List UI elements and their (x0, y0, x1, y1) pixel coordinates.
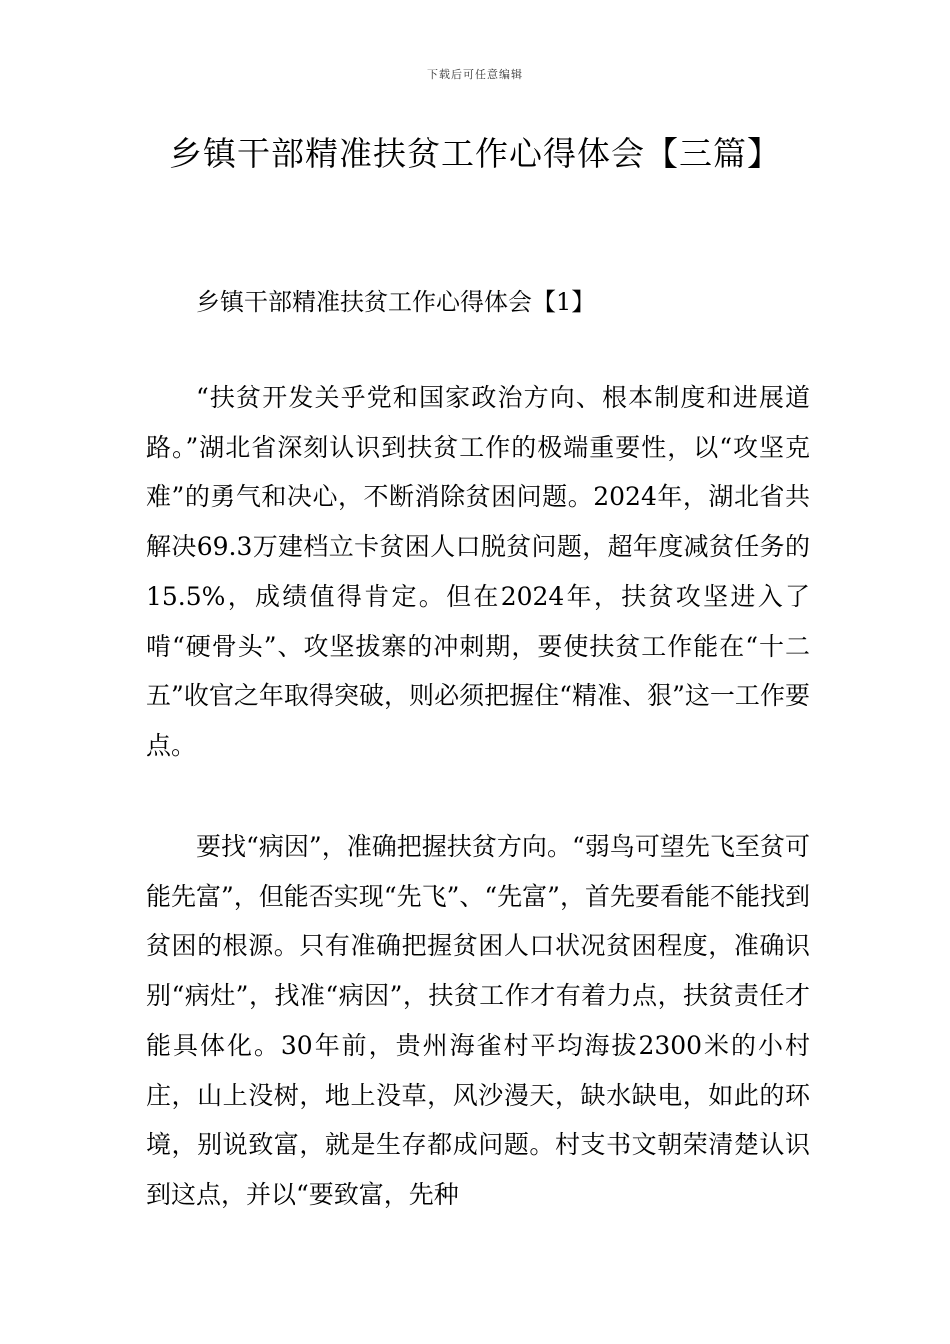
section-heading: 乡镇干部精准扶贫工作心得体会【1】 (196, 288, 596, 316)
body-paragraph-1: “扶贫开发关乎党和国家政治方向、根本制度和进展道路。”湖北省深刻认识到扶贫工作的极端重要性，以“攻坚克难”的勇气和决心，不断消除贫困问题。2024年，湖北省共解决69.3万建档立卡贫困人口脱贫问题，超年度减贫任务的15.5%，成绩值得肯定。但在2024年，扶贫攻坚进入了啃“硬骨头”、攻坚拔寨的冲刺期，要使扶贫工作能在“十二五”收官之年取得突破，则必须把握住“精准、狠”这一工作要点。 (146, 383, 810, 760)
header-note: 下载后可任意编辑 (427, 68, 523, 81)
document-title: 乡镇干部精准扶贫工作心得体会【三篇】 (169, 134, 781, 173)
body-paragraph-2: 要找“病因”，准确把握扶贫方向。“弱鸟可望先飞至贫可能先富”，但能否实现“先飞”、“先富”，首先要看能不能找到贫困的根源。只有准确把握贫困人口状况贫困程度，准确识别“病灶”，找准“病因”，扶贫工作才有着力点，扶贫责任才能具体化。30年前，贵州海雀村平均海拔2300米的小村庄，山上没树，地上没草，风沙漫天，缺水缺电，如此的环境，别说致富，就是生存都成问题。村支书文朝荣清楚认识到这点，并以“要致富，先种 (146, 832, 810, 1209)
